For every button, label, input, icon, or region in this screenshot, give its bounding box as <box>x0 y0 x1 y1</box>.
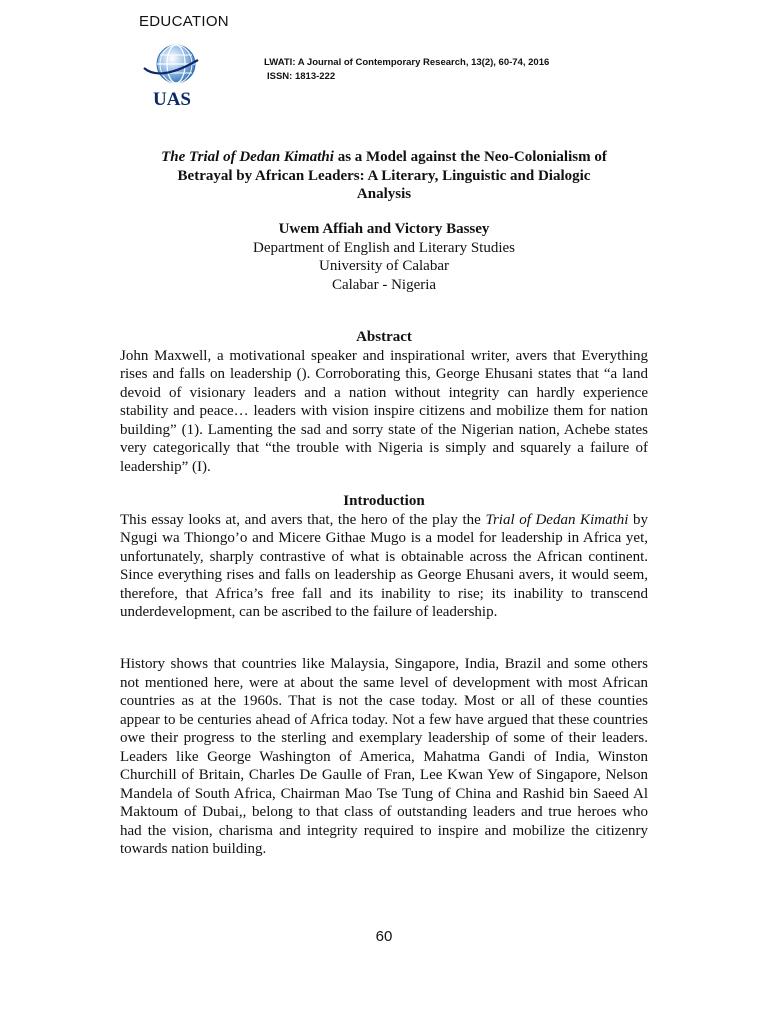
uas-logo <box>140 38 204 108</box>
intro-p1-before: This essay looks at, and avers that, the hero of the play the <box>120 511 486 528</box>
author-names: Uwem Affiah and Victory Bassey <box>278 221 490 237</box>
department: Department of English and Literary Studies <box>252 239 516 256</box>
article-title <box>110 148 658 204</box>
intro-p1-italic: Trial of Dedan Kimathi <box>485 511 629 528</box>
introduction-paragraph-1 <box>120 511 648 622</box>
abstract-heading: Abstract <box>356 329 412 345</box>
introduction-paragraph-2: History shows that countries like Malaysia, Singapore, India, Brazil and some others not mentioned here, were at about the same level of development with most African countries as at the 1960s. That is not the case today. Most or all of these counties appear to be centuries ahead of Africa today. Not a few have argued that these countries owe their progress to the sterling and exemplary leadership of some of their leaders. Leaders like George Washington of America, Mahatma Gandi of India, Winston Churchill of Britain, Charles De Gaulle of Fran, Lee Kwan Yew of Singapore, Nelson Mandela of South Africa, Chairman Mao Tse Tung of China and Rashid bin Saeed Al Maktoum of Dubai,, belong to that class of outstanding leaders and true heroes who had the vision, charisma and integrity required to inspire and mobilize the citizenry towards nation building. <box>120 656 648 857</box>
location: Calabar - Nigeria <box>331 276 437 293</box>
abstract-text: John Maxwell, a motivational speaker and inspirational writer, avers that Everything rises and falls on leadership (). Corroborating this, George Ehusani states that “a land devoid of visionary leaders and a nation without integrity can hardly experience stability and peace… leaders with vision inspire citizens and mobilize them for nation building” (1). Lamenting the sad and sorry state of the Nigerian nation, Achebe states very categorically that “the trouble with Nigeria is simply and squarely a failure of leadership” (I). <box>120 347 648 475</box>
title-italic: The Trial of Dedan Kimathi <box>161 149 334 165</box>
title-rest: as a Model against the Neo-Colonialism of <box>333 149 607 165</box>
journal-citation: LWATI: A Journal of Contemporary Research, 13(2), 60-74, 2016 <box>264 57 550 68</box>
introduction-heading: Introduction <box>343 493 425 509</box>
logo-text: UAS <box>152 89 192 108</box>
issn: ISSN: 1813-222 <box>267 71 336 82</box>
page-number: 60 <box>375 928 393 945</box>
introduction-section <box>120 492 648 622</box>
section-label: EDUCATION <box>139 13 229 30</box>
university: University of Calabar <box>319 258 449 274</box>
abstract-section <box>120 328 648 476</box>
author-block <box>110 220 658 294</box>
journal-citation-block <box>264 56 549 84</box>
intro-p1-after: by Ngugi wa Thiongo’o and Micere Githae Mugo is a model for leadership in Africa yet, unfortunately, sharply contrastive of what is obtainable across the African continent. Since everything rises and falls on leadership as George Ehusani avers, it would seem, therefore, that Africa’s free fall and its inability to rise; its inability to transcend underdevelopment, can be ascribed to the failure of leadership. <box>120 511 648 620</box>
title-line-3: Analysis <box>356 186 412 202</box>
title-line-2: Betrayal by African Leaders: A Literary, Linguistic and Dialogic <box>177 167 591 184</box>
globe-icon <box>144 45 198 83</box>
